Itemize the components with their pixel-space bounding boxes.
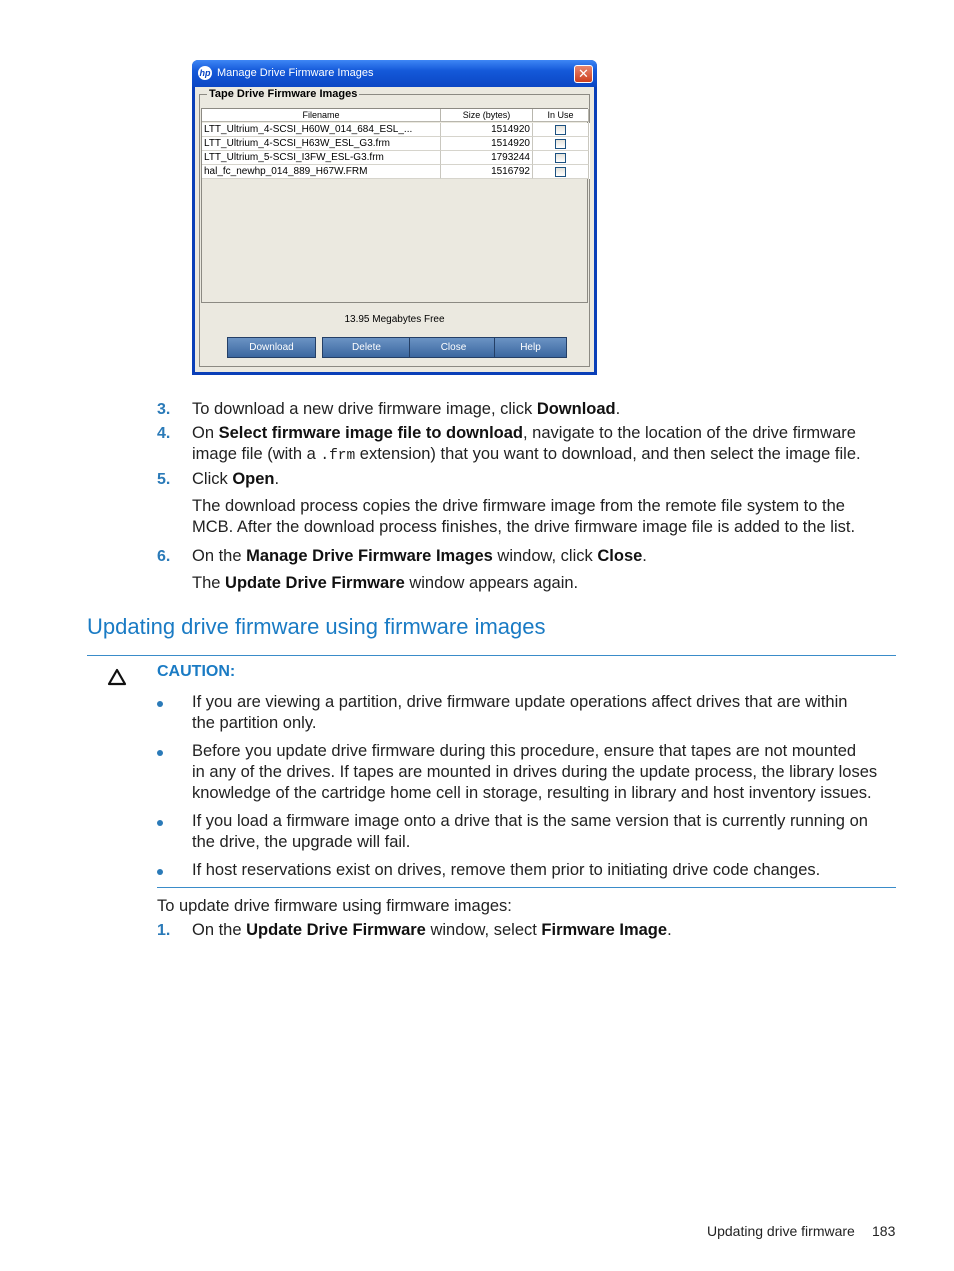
size-cell: 1516792	[441, 165, 533, 179]
group-label: Tape Drive Firmware Images	[209, 88, 358, 100]
step-6-paragraph: The Update Drive Firmware window appears again.	[192, 574, 579, 592]
caution-bullet-text: knowledge of the cartridge home cell in storage, resulting in library and host inventory issues.	[192, 784, 872, 802]
in-use-cell	[533, 151, 589, 165]
in-use-checkbox[interactable]	[555, 139, 566, 149]
caution-bullet-text: If you load a firmware image onto a drive that is the same version that is currently running on	[192, 812, 868, 830]
dialog-titlebar	[192, 60, 597, 87]
in-use-cell	[533, 137, 589, 151]
page-number: 183	[872, 1223, 896, 1239]
download-button[interactable]: Download	[227, 337, 316, 358]
in-use-checkbox[interactable]	[555, 125, 566, 135]
caution-end-rule	[157, 887, 896, 888]
table-row[interactable]	[202, 137, 590, 151]
step-6-text: On the Manage Drive Firmware Images window, click Close.	[192, 547, 647, 565]
step-5-text: Click Open.	[192, 470, 280, 488]
help-button[interactable]: Help	[494, 337, 567, 358]
section-heading: Updating drive firmware using firmware images	[87, 614, 546, 639]
step-4-text: On Select firmware image file to download, navigate to the location of the drive firmware	[192, 424, 856, 442]
caution-bullet-text: in any of the drives. If tapes are mounted in drives during the update process, the library loses	[192, 763, 878, 781]
step-4-text-line2: image file (with a .frm extension) that you want to download, and then select the image file.	[192, 445, 861, 464]
caution-bullet-text: the partition only.	[192, 714, 317, 732]
table-row[interactable]	[202, 123, 590, 137]
table-row[interactable]	[202, 165, 590, 179]
step-number: 6.	[157, 548, 171, 565]
column-header-in-use[interactable]: In Use	[533, 109, 589, 122]
caution-triangle-icon	[107, 668, 127, 686]
step-number: 1.	[157, 922, 171, 939]
delete-button[interactable]: Delete	[322, 337, 411, 358]
size-cell: 1793244	[441, 151, 533, 165]
step-number: 5.	[157, 471, 171, 488]
firmware-table	[201, 108, 588, 303]
window-close-button[interactable]: ✕	[574, 65, 593, 83]
filename-cell: LTT_Ultrium_4-SCSI_H60W_014_684_ESL_...	[202, 123, 441, 137]
filename-cell: LTT_Ultrium_4-SCSI_H63W_ESL_G3.frm	[202, 137, 441, 151]
table-row[interactable]	[202, 151, 590, 165]
in-use-checkbox[interactable]	[555, 153, 566, 163]
hp-logo-icon: hp	[199, 68, 211, 78]
footer-title: Updating drive firmware	[707, 1223, 855, 1239]
manage-firmware-dialog	[192, 60, 597, 375]
in-use-cell	[533, 123, 589, 137]
bullet-dot-icon	[157, 869, 163, 875]
step-5-paragraph: The download process copies the drive firmware image from the remote file system to the	[192, 497, 845, 515]
step-number: 3.	[157, 401, 171, 418]
step-1-text: On the Update Drive Firmware window, select Firmware Image.	[192, 921, 672, 939]
bullet-dot-icon	[157, 820, 163, 826]
step-3-text: To download a new drive firmware image, click Download.	[192, 400, 621, 418]
step-5-paragraph-line2: MCB. After the download process finishes, the drive firmware image file is added to the list.	[192, 518, 856, 536]
dialog-client-area	[195, 87, 594, 372]
bullet-dot-icon	[157, 701, 163, 707]
caution-bullet-text: If you are viewing a partition, drive firmware update operations affect drives that are within	[192, 693, 848, 711]
bullet-dot-icon	[157, 750, 163, 756]
dialog-title: Manage Drive Firmware Images	[217, 67, 374, 79]
caution-bullet-text: Before you update drive firmware during this procedure, ensure that tapes are not mounted	[192, 742, 857, 760]
in-use-cell	[533, 165, 589, 179]
file-extension-code: .frm	[320, 448, 356, 464]
column-header-size[interactable]: Size (bytes)	[441, 109, 533, 122]
caution-label: CAUTION:	[157, 663, 236, 680]
filename-cell: LTT_Ultrium_5-SCSI_I3FW_ESL-G3.frm	[202, 151, 441, 165]
procedure-intro: To update drive firmware using firmware images:	[157, 897, 512, 915]
size-cell: 1514920	[441, 137, 533, 151]
free-space-label: 13.95 Megabytes Free	[344, 314, 445, 325]
filename-cell: hal_fc_newhp_014_889_H67W.FRM	[202, 165, 441, 179]
step-number: 4.	[157, 425, 171, 442]
column-header-filename[interactable]: Filename	[202, 109, 441, 122]
size-cell: 1514920	[441, 123, 533, 137]
firmware-images-group	[199, 88, 590, 367]
in-use-checkbox[interactable]	[555, 167, 566, 177]
caution-bullet-text: If host reservations exist on drives, remove them prior to initiating drive code changes.	[192, 861, 821, 879]
caution-bullet-text: the drive, the upgrade will fail.	[192, 833, 411, 851]
heading-rule	[87, 655, 896, 656]
close-button[interactable]: Close	[409, 337, 498, 358]
